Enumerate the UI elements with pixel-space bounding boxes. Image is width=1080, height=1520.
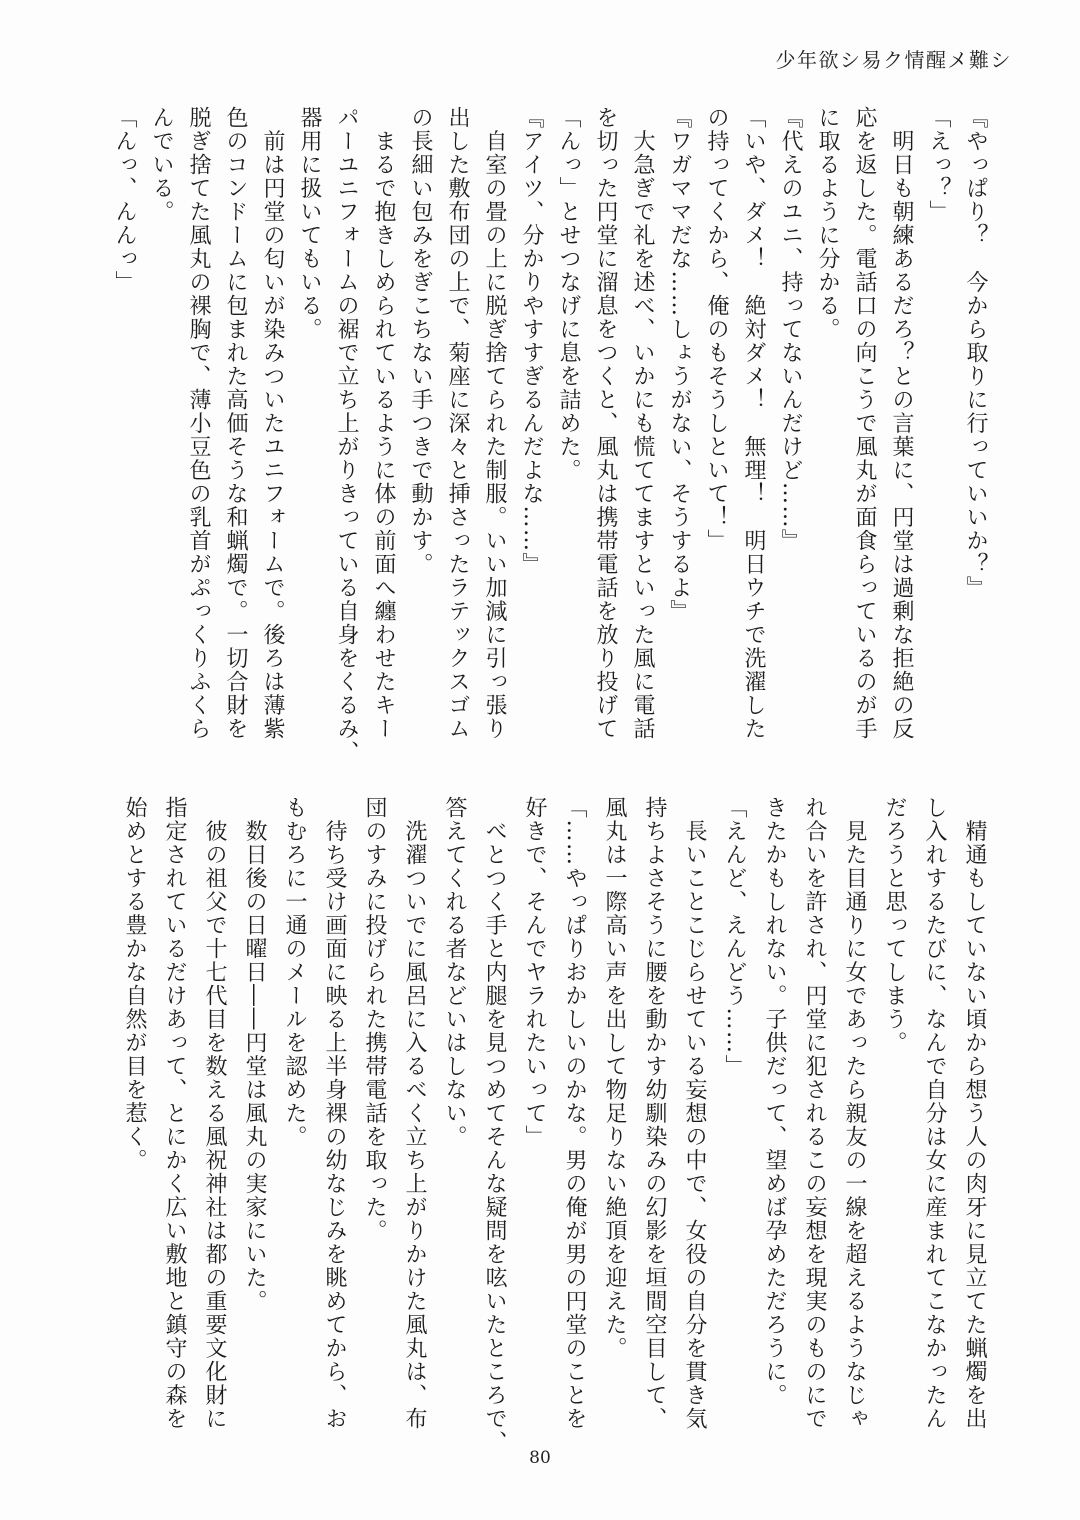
text-line: まるで抱きしめられているように体の前面へ纏わせたキー	[371, 106, 396, 741]
text-line: 「えっ？」	[926, 106, 951, 224]
text-line: 好きで、そんでヤラれたいって」	[522, 796, 547, 1149]
text-line: 洗濯ついでに風呂に入るべく立ち上がりかけた風丸は、布	[402, 796, 427, 1431]
text-line: 応を返した。電話口の向こうで風丸が面食らっているのが手	[852, 106, 877, 741]
text-line: 団のすみに投げられた携帯電話を取った。	[362, 796, 387, 1243]
text-line: 『アイツ、分かりやすすぎるんだよな……』	[519, 106, 544, 576]
text-line: 始めとする豊かな自然が目を惹く。	[122, 796, 147, 1172]
text-line: んでいる。	[149, 106, 174, 224]
text-line: べとつく手と内腿を見つめてそんな疑問を呟いたところで、	[482, 796, 507, 1454]
text-line: 指定されているだけあって、とにかく広い敷地と鎮守の森を	[162, 796, 187, 1431]
text-line: 色のコンドームに包まれた高価そうな和蝋燭で。一切合財を	[223, 106, 248, 741]
text-line: 脱ぎ捨てた風丸の裸胸で、薄小豆色の乳首がぷっくりふくら	[186, 106, 211, 741]
text-line: だろうと思ってしまう。	[882, 796, 907, 1055]
text-line: 『やっぱり？ 今から取りに行っていいか？』	[963, 106, 988, 600]
text-line: の長細い包みをぎこちない手つきで動かす。	[408, 106, 433, 576]
text-line: 持ちよさそうに腰を動かす幼馴染みの幻影を垣間空目して、	[642, 796, 667, 1431]
text-line: 『代えのユニ、持ってないんだけど……』	[778, 106, 803, 553]
text-line: に取るように分かる。	[815, 106, 840, 341]
text-line: 長いことこじらせている妄想の中で、女役の自分を貫き気	[682, 796, 707, 1431]
text-line: 風丸は一際高い声を出して物足りない絶頂を迎えた。	[602, 796, 627, 1360]
text-line: 精通もしていない頃から想う人の肉牙に見立てた蝋燭を出	[962, 796, 987, 1431]
text-line: 自室の畳の上に脱ぎ捨てられた制服。いい加減に引っ張り	[482, 106, 507, 741]
text-block-bottom	[114, 796, 994, 1454]
text-line: 出した敷布団の上で、菊座に深々と挿さったラテックスゴム	[445, 106, 470, 741]
text-line: を切った円堂に溜息をつくと、風丸は携帯電話を放り投げて	[593, 106, 618, 741]
text-line: し入れするたびに、なんで自分は女に産まれてこなかったん	[922, 796, 947, 1431]
text-line: れ合いを許され、円堂に犯されるこの妄想を現実のものにで	[802, 796, 827, 1431]
text-line: 「えんど、えんどう……」	[722, 796, 747, 1078]
text-line: 明日も朝練あるだろ？との言葉に、円堂は過剰な拒絶の反	[889, 106, 914, 741]
text-line: 見た目通りに女であったら親友の一線を超えるようなじゃ	[842, 796, 867, 1431]
text-line: 答えてくれる者などいはしない。	[442, 796, 467, 1149]
running-header-title: 少年欲シ易ク情醒メ難シ	[775, 48, 1012, 72]
text-line: 彼の祖父で十七代目を数える風祝神社は都の重要文化財に	[202, 796, 227, 1431]
text-line: 「いや、ダメ！ 絶対ダメ！ 無理！ 明日ウチで洗濯した	[741, 106, 766, 741]
text-line: 数日後の日曜日――円堂は風丸の実家にいた。	[242, 796, 267, 1313]
text-line: パーユニフォームの裾で立ち上がりきっている自身をくるみ、	[334, 106, 359, 764]
text-line: 器用に扱いてもいる。	[297, 106, 322, 341]
text-line: 「んっ」とせつなげに息を詰めた。	[556, 106, 581, 482]
text-line: 「……やっぱりおかしいのかな。男の俺が男の円堂のことを	[562, 796, 587, 1431]
text-line: もむろに一通のメールを認めた。	[282, 796, 307, 1149]
text-line: 「んっ、んんっ」	[112, 106, 137, 294]
text-block-top	[106, 106, 994, 764]
text-line: 『ワガママだな……しょうがない、そうするよ』	[667, 106, 692, 623]
text-line: の持ってくから、俺のもそうしといて！」	[704, 106, 729, 553]
page-number: 80	[529, 1448, 551, 1468]
text-line: 大急ぎで礼を述べ、いかにも慌ててますといった風に電話	[630, 106, 655, 741]
text-line: きたかもしれない。子供だって、望めば孕めただろうに。	[762, 796, 787, 1407]
text-line: 待ち受け画面に映る上半身裸の幼なじみを眺めてから、お	[322, 796, 347, 1431]
text-line: 前は円堂の匂いが染みついたユニフォームで。後ろは薄紫	[260, 106, 285, 741]
